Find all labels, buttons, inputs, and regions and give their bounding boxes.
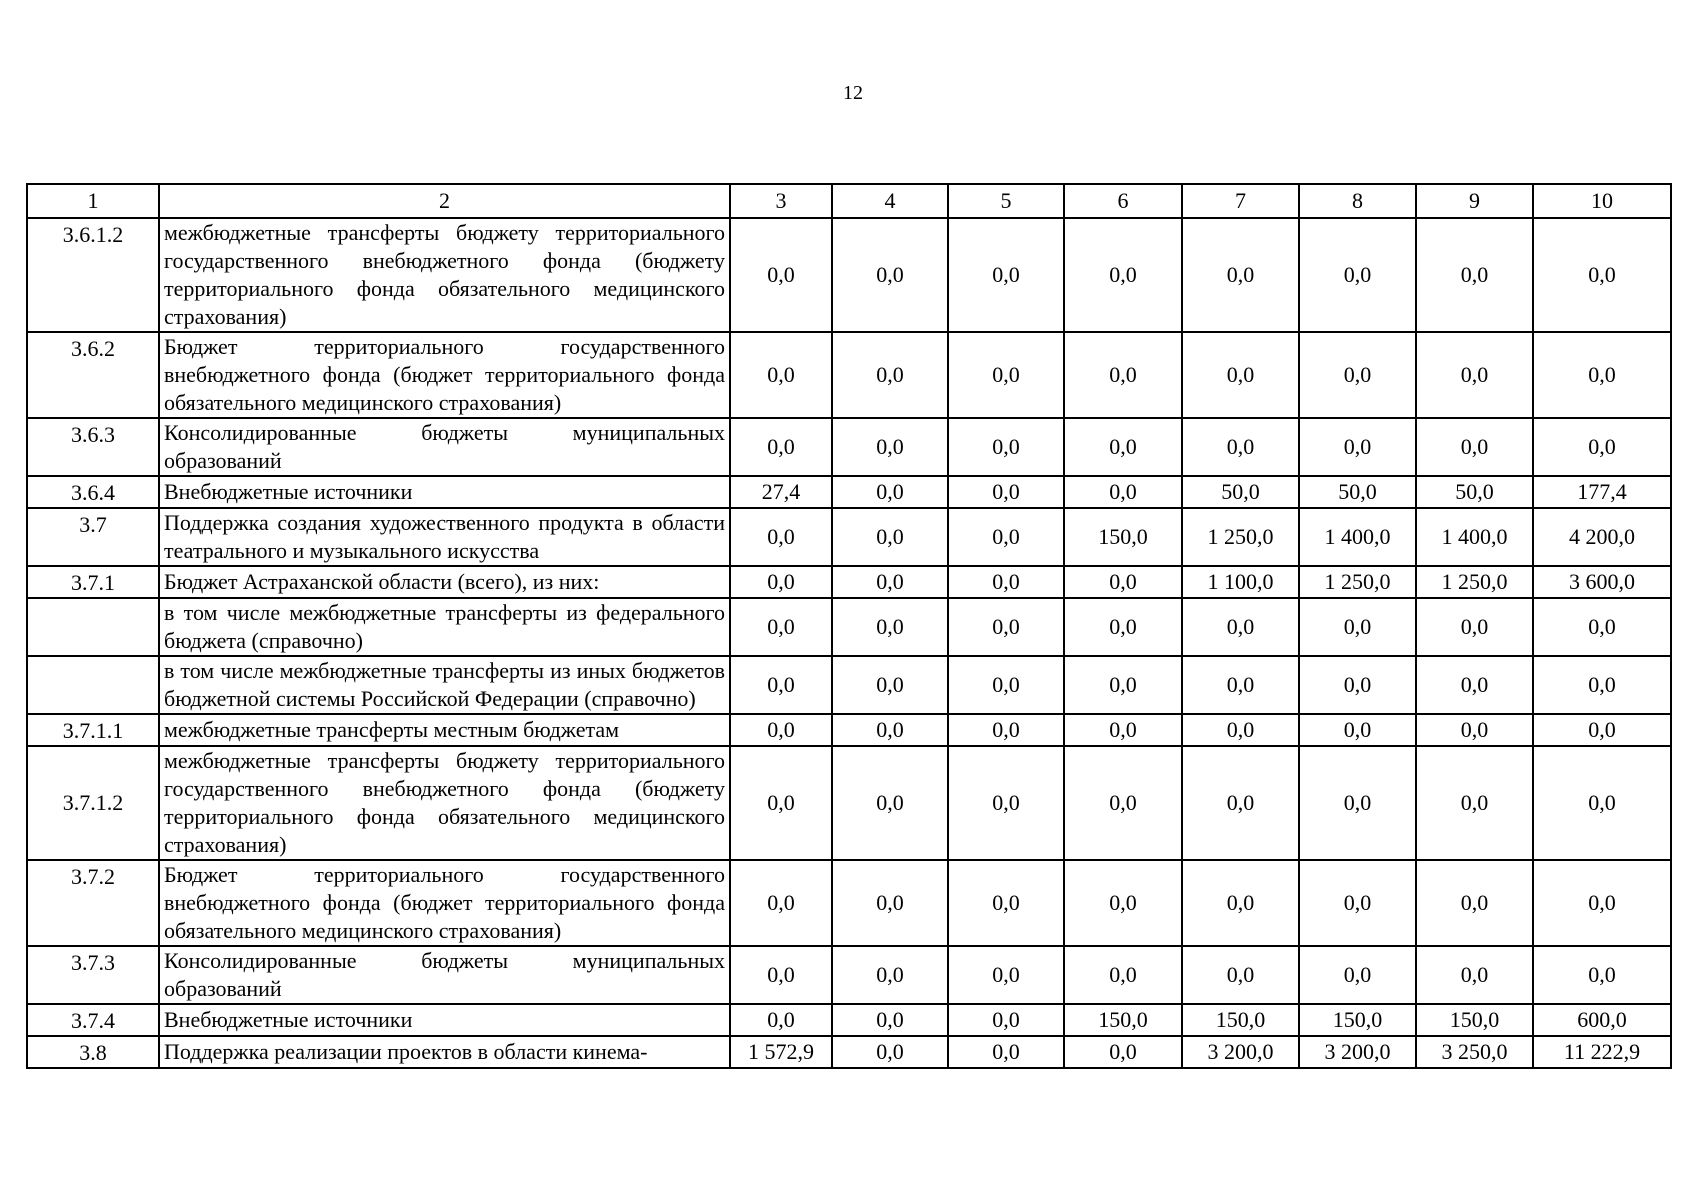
row-value: 11 222,9 [1533,1036,1671,1068]
row-value: 0,0 [1299,860,1416,946]
row-value: 0,0 [832,860,948,946]
row-value: 0,0 [1533,714,1671,746]
row-code: 3.7.3 [27,946,159,1004]
row-value: 0,0 [730,418,832,476]
row-value: 0,0 [1064,946,1182,1004]
table-row [27,476,1671,508]
row-value: 0,0 [948,1036,1064,1068]
column-header: 6 [1064,184,1182,218]
row-code: 3.7.1.2 [27,746,159,860]
row-value: 0,0 [1064,1036,1182,1068]
row-value: 0,0 [1299,746,1416,860]
table-row [27,1036,1671,1068]
row-code: 3.6.2 [27,332,159,418]
row-value: 27,4 [730,476,832,508]
row-name: межбюджетные трансферты бюджету территориального государственного внебюджетного фонда (бюджету территориального фонда обязательного медицинского страхования) [159,218,730,332]
row-value: 0,0 [1182,656,1299,714]
row-value: 0,0 [730,566,832,598]
row-value: 0,0 [1182,946,1299,1004]
row-value: 0,0 [1533,860,1671,946]
column-header: 2 [159,184,730,218]
table-row [27,332,1671,418]
column-header: 4 [832,184,948,218]
row-name: Поддержка реализации проектов в области кинема- [159,1036,730,1068]
row-value: 1 100,0 [1182,566,1299,598]
row-value: 0,0 [1064,860,1182,946]
row-value: 4 200,0 [1533,508,1671,566]
row-value: 0,0 [1182,598,1299,656]
table-row [27,746,1671,860]
row-name: Внебюджетные источники [159,476,730,508]
row-name: Бюджет Астраханской области (всего), из них: [159,566,730,598]
row-code: 3.6.3 [27,418,159,476]
row-value: 0,0 [730,1004,832,1036]
row-code: 3.7 [27,508,159,566]
row-value: 0,0 [1416,418,1533,476]
row-code: 3.6.4 [27,476,159,508]
column-header: 5 [948,184,1064,218]
row-value: 150,0 [1416,1004,1533,1036]
row-value: 0,0 [1064,476,1182,508]
row-value: 50,0 [1299,476,1416,508]
row-value: 0,0 [948,508,1064,566]
row-value: 0,0 [1299,218,1416,332]
row-value: 0,0 [1416,598,1533,656]
row-value: 3 250,0 [1416,1036,1533,1068]
row-value: 1 400,0 [1299,508,1416,566]
table-row [27,714,1671,746]
row-value: 0,0 [1064,418,1182,476]
row-value: 0,0 [1064,656,1182,714]
row-value: 0,0 [948,746,1064,860]
row-value: 0,0 [1416,860,1533,946]
table-row [27,860,1671,946]
row-value: 150,0 [1064,1004,1182,1036]
row-value: 0,0 [1299,332,1416,418]
row-value: 0,0 [1416,746,1533,860]
row-value: 0,0 [730,714,832,746]
row-code: 3.7.2 [27,860,159,946]
row-value: 0,0 [948,476,1064,508]
row-value: 3 600,0 [1533,566,1671,598]
row-value: 0,0 [1182,860,1299,946]
row-value: 0,0 [1416,714,1533,746]
row-code: 3.7.1.1 [27,714,159,746]
column-header: 3 [730,184,832,218]
row-value: 0,0 [948,656,1064,714]
row-value: 0,0 [1064,566,1182,598]
row-value: 0,0 [832,946,948,1004]
row-value: 0,0 [730,746,832,860]
row-value: 150,0 [1064,508,1182,566]
row-code: 3.7.4 [27,1004,159,1036]
row-value: 0,0 [948,332,1064,418]
row-value: 0,0 [1533,746,1671,860]
row-value: 1 250,0 [1416,566,1533,598]
row-value: 0,0 [832,598,948,656]
row-value: 0,0 [1416,218,1533,332]
row-value: 50,0 [1416,476,1533,508]
row-value: 0,0 [948,860,1064,946]
row-value: 0,0 [1533,598,1671,656]
row-value: 0,0 [730,946,832,1004]
table-row [27,218,1671,332]
row-value: 0,0 [1064,598,1182,656]
row-value: 0,0 [1182,746,1299,860]
table-body [27,218,1671,1068]
row-value: 0,0 [832,332,948,418]
column-header: 8 [1299,184,1416,218]
table-row [27,1004,1671,1036]
row-name: Консолидированные бюджеты муниципальных образований [159,946,730,1004]
column-header: 1 [27,184,159,218]
row-value: 0,0 [948,598,1064,656]
row-name: Консолидированные бюджеты муниципальных образований [159,418,730,476]
row-value: 0,0 [832,218,948,332]
row-value: 0,0 [948,418,1064,476]
row-value: 0,0 [832,1004,948,1036]
row-name: в том числе межбюджетные трансферты из федерального бюджета (справочно) [159,598,730,656]
row-value: 0,0 [1533,656,1671,714]
row-value: 0,0 [1064,714,1182,746]
row-name: Поддержка создания художественного продукта в области театрального и музыкального искусства [159,508,730,566]
row-value: 0,0 [832,714,948,746]
row-value: 0,0 [948,1004,1064,1036]
row-name: межбюджетные трансферты бюджету территориального государственного внебюджетного фонда (бюджету территориального фонда обязательного медицинского страхования) [159,746,730,860]
row-value: 0,0 [1416,332,1533,418]
row-value: 0,0 [948,566,1064,598]
row-value: 177,4 [1533,476,1671,508]
row-value: 0,0 [832,1036,948,1068]
row-value: 0,0 [832,746,948,860]
row-value: 0,0 [1182,332,1299,418]
row-value: 0,0 [1299,418,1416,476]
row-value: 0,0 [1182,418,1299,476]
table-row [27,656,1671,714]
column-header: 7 [1182,184,1299,218]
row-value: 1 400,0 [1416,508,1533,566]
row-value: 600,0 [1533,1004,1671,1036]
budget-table [26,183,1672,1069]
row-value: 0,0 [730,598,832,656]
row-value: 1 250,0 [1182,508,1299,566]
row-value: 0,0 [832,566,948,598]
row-code: 3.8 [27,1036,159,1068]
row-code: 3.6.1.2 [27,218,159,332]
row-value: 0,0 [948,946,1064,1004]
row-name: межбюджетные трансферты местным бюджетам [159,714,730,746]
row-value: 50,0 [1182,476,1299,508]
row-value: 0,0 [948,218,1064,332]
row-value: 0,0 [1299,598,1416,656]
row-value: 0,0 [1533,332,1671,418]
row-value: 3 200,0 [1299,1036,1416,1068]
row-code [27,598,159,656]
row-value: 0,0 [730,656,832,714]
row-value: 0,0 [948,714,1064,746]
row-value: 0,0 [1182,218,1299,332]
row-value: 0,0 [730,218,832,332]
table-row [27,418,1671,476]
row-value: 0,0 [832,476,948,508]
row-name: в том числе межбюджетные трансферты из иных бюджетов бюджетной системы Российской Федерации (справочно) [159,656,730,714]
row-value: 0,0 [832,418,948,476]
page-number: 12 [843,82,863,104]
row-value: 0,0 [1416,946,1533,1004]
row-value: 1 250,0 [1299,566,1416,598]
column-header: 10 [1533,184,1671,218]
row-code [27,656,159,714]
row-value: 3 200,0 [1182,1036,1299,1068]
row-value: 0,0 [1064,218,1182,332]
row-name: Внебюджетные источники [159,1004,730,1036]
row-value: 150,0 [1182,1004,1299,1036]
row-value: 1 572,9 [730,1036,832,1068]
row-value: 0,0 [1299,714,1416,746]
row-value: 0,0 [832,656,948,714]
row-code: 3.7.1 [27,566,159,598]
table-row [27,946,1671,1004]
table-header-row [27,184,1671,218]
table-row [27,566,1671,598]
row-value: 0,0 [1299,946,1416,1004]
row-value: 0,0 [1533,218,1671,332]
row-value: 0,0 [1299,656,1416,714]
row-value: 150,0 [1299,1004,1416,1036]
row-name: Бюджет территориального государственного внебюджетного фонда (бюджет территориального фонда обязательного медицинского страхования) [159,860,730,946]
row-value: 0,0 [832,508,948,566]
table-row [27,598,1671,656]
row-value: 0,0 [1064,332,1182,418]
column-header: 9 [1416,184,1533,218]
row-value: 0,0 [1416,656,1533,714]
row-value: 0,0 [1533,418,1671,476]
row-value: 0,0 [730,860,832,946]
row-value: 0,0 [1533,946,1671,1004]
row-value: 0,0 [730,332,832,418]
row-value: 0,0 [730,508,832,566]
row-name: Бюджет территориального государственного внебюджетного фонда (бюджет территориального фонда обязательного медицинского страхования) [159,332,730,418]
table-row [27,508,1671,566]
row-value: 0,0 [1182,714,1299,746]
row-value: 0,0 [1064,746,1182,860]
